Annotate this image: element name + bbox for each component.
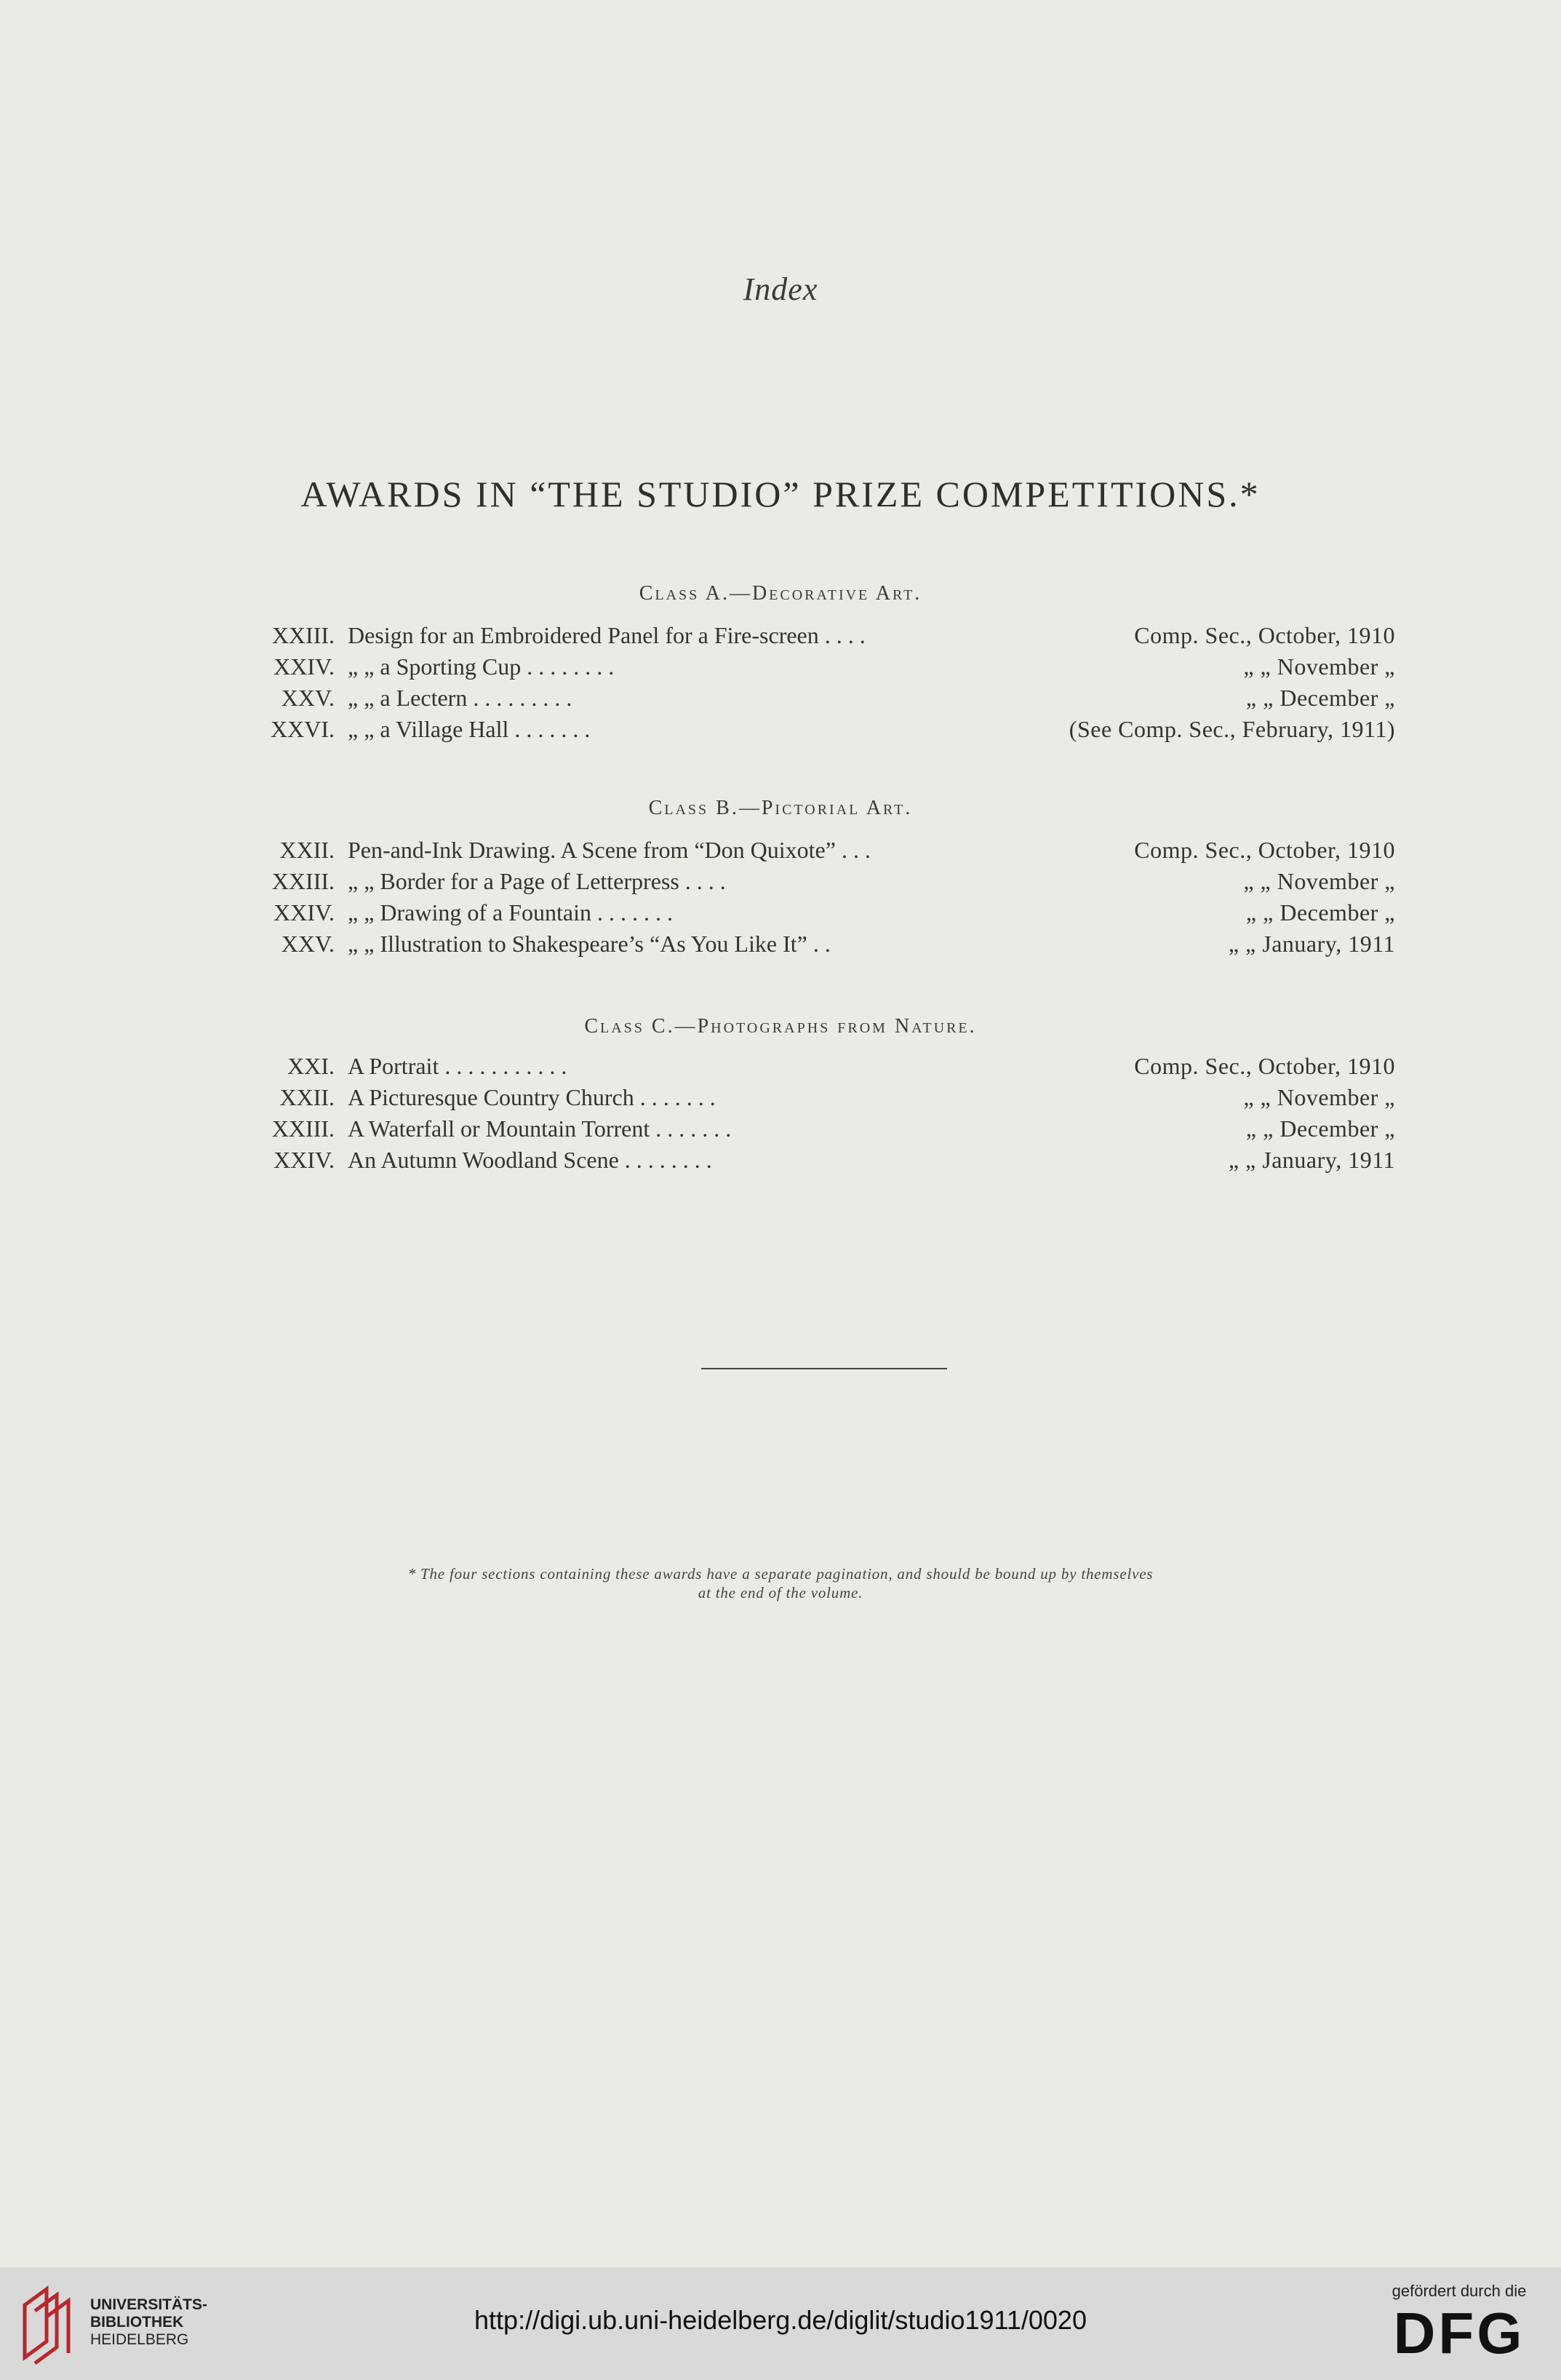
entry-reference: „ „ December „ — [1245, 899, 1395, 926]
entry-reference: „ „ December „ — [1245, 1115, 1395, 1142]
entry-number: XXIV. — [274, 899, 335, 926]
entry-number: XXV. — [281, 685, 335, 711]
entry-reference: „ „ January, 1911 — [1228, 1147, 1395, 1173]
entry-reference: (See Comp. Sec., February, 1911) — [1069, 716, 1395, 742]
entry-reference: Comp. Sec., October, 1910 — [1134, 1053, 1395, 1079]
entry-reference: „ „ November „ — [1243, 1084, 1395, 1110]
entry-title: A Picturesque Country Church . . . . . . . — [348, 1084, 716, 1110]
page-title: AWARDS IN “THE STUDIO” PRIZE COMPETITIONS.* — [300, 474, 1261, 514]
entry-title: An Autumn Woodland Scene . . . . . . . . — [348, 1147, 712, 1173]
list-item — [0, 1115, 1561, 1147]
list-item — [0, 622, 1561, 654]
entry-number: XXII. — [279, 837, 335, 863]
library-name-line: HEIDELBERG — [90, 2331, 189, 2348]
funding-label: gefördert durch die — [1392, 2282, 1527, 2300]
list-item — [0, 685, 1561, 717]
entry-title: „ „ a Lectern . . . . . . . . . — [348, 685, 572, 711]
running-head: Index — [743, 271, 818, 307]
footnote-line: at the end of the volume. — [698, 1584, 863, 1601]
entry-number: XXV. — [281, 931, 335, 957]
class-c-heading: Class C.—Photographs from Nature. — [584, 1015, 977, 1038]
entry-number: XXIV. — [274, 653, 335, 680]
entry-number: XXIV. — [274, 1147, 335, 1173]
entry-title: „ „ a Sporting Cup . . . . . . . . — [348, 653, 615, 680]
list-item — [0, 653, 1561, 685]
entry-title: A Portrait . . . . . . . . . . . — [348, 1053, 567, 1079]
footnote-line: * The four sections containing these awards have a separate pagination, and should be bound up by themselves — [407, 1565, 1154, 1583]
entry-title: „ „ Illustration to Shakespeare’s “As You Like It” . . — [348, 931, 831, 957]
entry-title: A Waterfall or Mountain Torrent . . . . . . . — [348, 1115, 732, 1142]
list-item — [0, 899, 1561, 931]
entry-title: „ „ Border for a Page of Letterpress . . . . — [348, 868, 726, 894]
list-item — [0, 1053, 1561, 1085]
entry-reference: „ „ January, 1911 — [1228, 931, 1395, 957]
divider — [701, 1368, 947, 1369]
library-name-line: UNIVERSITÄTS- — [90, 2296, 208, 2313]
entry-reference: Comp. Sec., October, 1910 — [1134, 622, 1395, 648]
library-name-line: BIBLIOTHEK — [90, 2314, 184, 2331]
dfg-logo[interactable]: DFG — [1393, 2301, 1525, 2365]
entry-number: XXI. — [287, 1053, 335, 1079]
class-b-heading: Class B.—Pictorial Art. — [648, 797, 913, 819]
list-item — [0, 1147, 1561, 1179]
entry-title: Pen-and-Ink Drawing. A Scene from “Don Quixote” . . . — [348, 837, 871, 863]
entry-number: XXVI. — [271, 716, 335, 742]
entry-number: XXII. — [279, 1084, 335, 1110]
entry-reference: Comp. Sec., October, 1910 — [1134, 837, 1395, 863]
entry-title: „ „ Drawing of a Fountain . . . . . . . — [348, 899, 674, 926]
entry-title: „ „ a Village Hall . . . . . . . — [348, 716, 591, 742]
entry-reference: „ „ November „ — [1243, 868, 1395, 894]
entry-reference: „ „ December „ — [1245, 685, 1395, 711]
entry-number: XXIII. — [271, 1115, 335, 1142]
list-item — [0, 716, 1561, 748]
list-item — [0, 868, 1561, 900]
list-item — [0, 837, 1561, 869]
list-item — [0, 931, 1561, 963]
entry-title: Design for an Embroidered Panel for a Fire-screen . . . . — [348, 622, 866, 648]
list-item — [0, 1084, 1561, 1116]
entry-number: XXIII. — [271, 622, 335, 648]
entry-number: XXIII. — [271, 868, 335, 894]
permalink-url[interactable]: http://digi.ub.uni-heidelberg.de/diglit/studio1911/0020 — [474, 2305, 1087, 2335]
funding-credit — [1379, 2282, 1539, 2366]
footnote — [0, 1564, 1561, 1602]
class-a-heading: Class A.—Decorative Art. — [639, 582, 922, 605]
footer-bar — [0, 2267, 1561, 2380]
entry-reference: „ „ November „ — [1243, 653, 1395, 680]
